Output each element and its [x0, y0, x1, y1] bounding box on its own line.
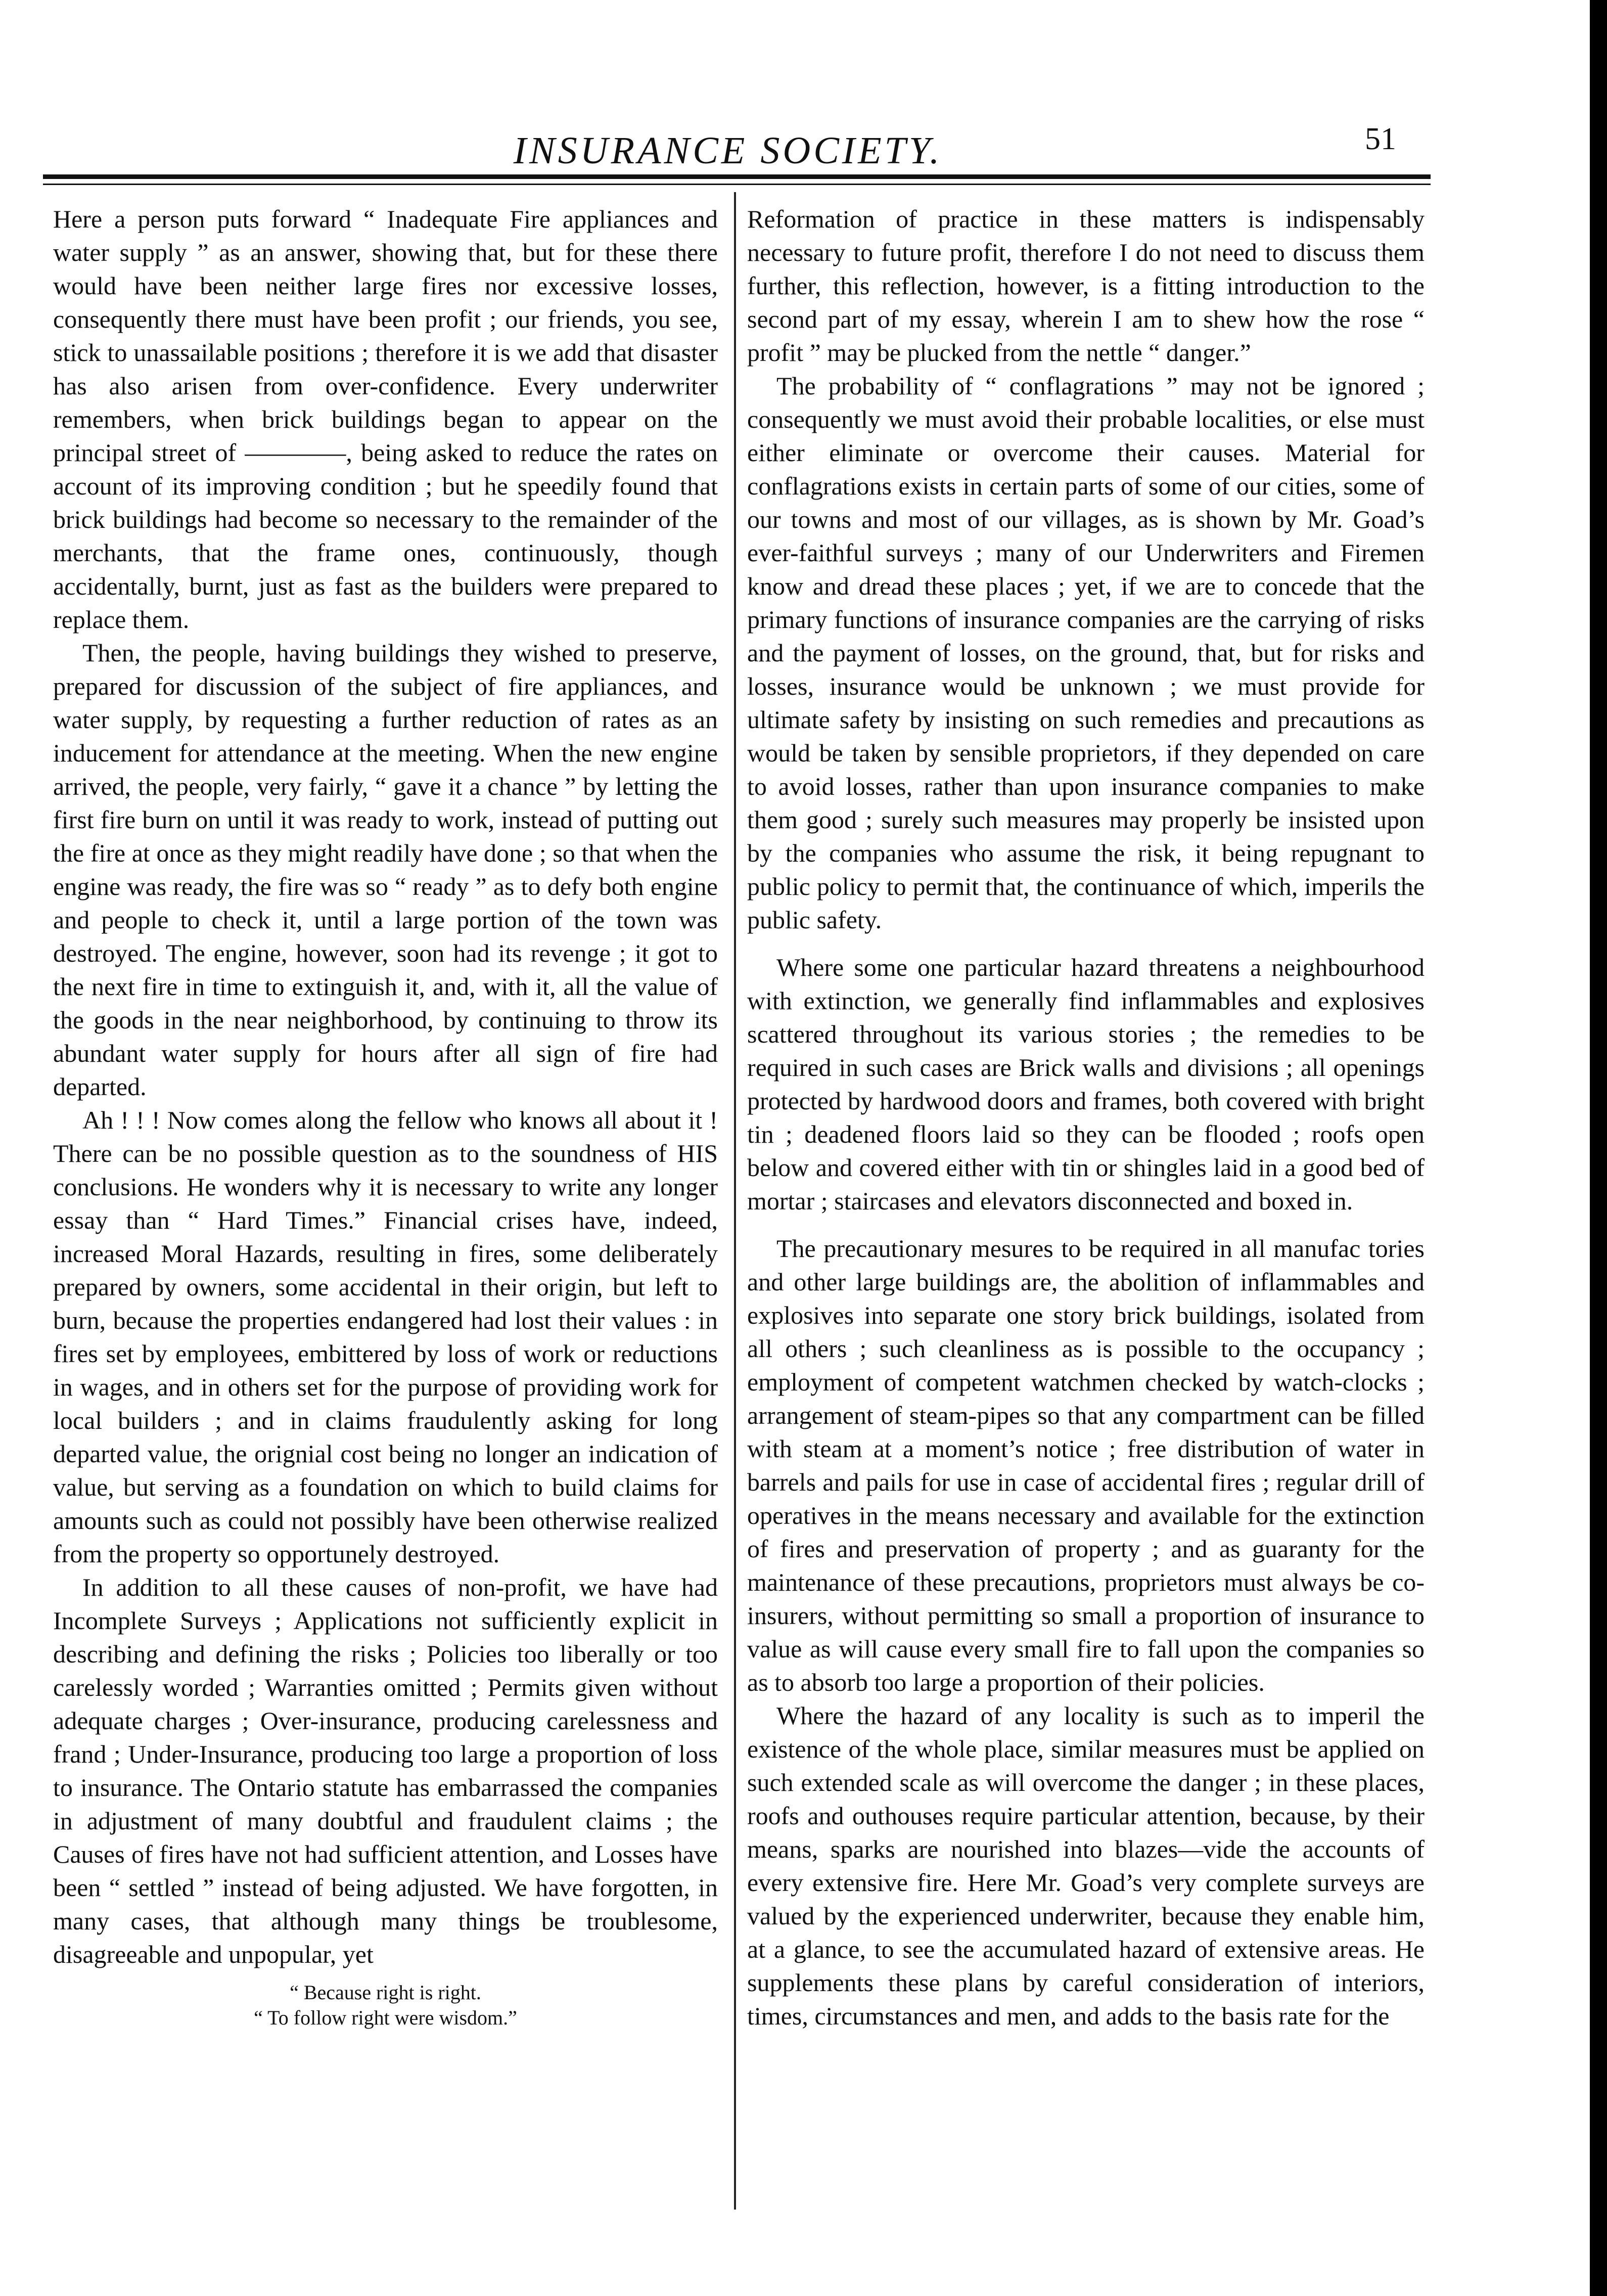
paragraph: Here a person puts forward “ Inadequate Fire appliances and water supply ” as an answer, showing that, but for these there would have been neither large fires nor excessive losses, consequently there must have been profit ; our friends, you see, stick to unassailable positions ; therefore it is we add that disaster has also arisen from over-confidence. Every underwriter remembers, when brick buildings began to appear on the principal street of ————, being asked to reduce the rates on account of its improving condition ; but he speedily found that brick buildings had become so necessary to the remainder of the merchants, that the frame ones, continuously, though accidentally, burnt, just as fast as the builders were prepared to replace them. — [53, 205, 718, 634]
paragraph: The probability of “ conflagrations ” may not be ignored ; consequently we must avoid their probable localities, or else must either eliminate or overcome their causes. Material for conflagrations exists in certain parts of some of our cities, some of our towns and most of our villages, as is shown by Mr. Goad’s ever-faithful surveys ; many of our Underwriters and Firemen know and dread these places ; yet, if we are to concede that the primary functions of insurance companies are the carrying of risks and the payment of losses, on the ground, that, but for risks and losses, insurance would be unknown ; we must provide for ultimate safety by insisting on such remedies and precautions as would be taken by sensible proprietors, if they depended on care to avoid losses, rather than upon insurance companies to make them good ; surely such measures may properly be insisted upon by the companies who assume the risk, it being repugnant to public policy to permit that, the continuance of which, imperils the public safety. — [747, 372, 1425, 934]
scan-edge — [1590, 0, 1607, 2296]
paragraph: Where some one particular hazard threatens a neighbourhood with extinction, we generally find inflammables and explosives scattered throughout its various stories ; the remedies to be required in such cases are Brick walls and divisions ; all openings protected by hardwood doors and frames, both covered with bright tin ; deadened floors laid so they can be flooded ; roofs open below and covered either with tin or shingles laid in a good bed of mortar ; staircases and elevators disconnected and boxed in. — [747, 953, 1425, 1215]
paragraph: Then, the people, having buildings they wished to preserve, prepared for discussion of the subject of fire appliances, and water supply, by requesting a further reduction of rates as an inducement for attendance at the meeting. When the new engine arrived, the people, very fairly, “ gave it a chance ” by letting the first fire burn on until it was ready to work, instead of putting out the fire at once as they might readily have done ; so that when the engine was ready, the fire was so “ ready ” as to defy both engine and people to check it, until a large portion of the town was destroyed. The engine, however, soon had its revenge ; it got to the next fire in time to extinguish it, and, with it, all the value of the goods in the near neighborhood, by continuing to throw its abundant water supply for hours after all sign of fire had departed. — [53, 639, 718, 1101]
paragraph: In addition to all these causes of non-profit, we have had Incomplete Surveys ; Applications not sufficiently explicit in describing and defining the risks ; Policies too liberally or too carelessly worded ; Warranties omitted ; Permits given without adequate charges ; Over-insurance, producing carelessness and frand ; Under-Insurance, producing too large a proportion of loss to insurance. The Ontario statute has embarrassed the companies in adjustment of many doubtful and fraudulent claims ; the Causes of fires have not had sufficient attention, and Losses have been “ settled ” instead of being adjusted. We have forgotten, in many cases, that although many things be troublesome, disagreeable and unpopular, yet — [53, 1573, 718, 1968]
column-divider — [734, 192, 736, 2210]
paragraph: Reformation of practice in these matters is indispensably necessary to future profit, therefore I do not need to discuss them further, this reflection, however, is a fitting introduction to the second part of my essay, wherein I am to shew how the rose “ profit ” may be plucked from the nettle “ danger.” — [747, 205, 1425, 367]
paragraph: Ah ! ! ! Now comes along the fellow who knows all about it ! There can be no possible question as to the soundness of HIS conclusions. He wonders why it is necessary to write any longer essay than “ Hard Times.” Financial crises have, indeed, increased Moral Hazards, resulting in fires, some deliberately prepared by owners, some accidental in their origin, but left to burn, because the properties endangered had lost their values : in fires set by employees, embittered by loss of work or reductions in wages, and in others set for the purpose of providing work for local builders ; and in claims fraudulently asking for long departed value, the orignial cost being no longer an indication of value, but serving as a foundation on which to build claims for amounts such as could not possibly have been otherwise realized from the property so opportunely destroyed. — [53, 1106, 718, 1568]
header-rule-thin — [43, 184, 1431, 185]
paragraph: Where the hazard of any locality is such as to imperil the existence of the whole place, similar measures must be applied on such extended scale as will overcome the danger ; in these places, roofs and outhouses require particular attention, because, by their means, sparks are nourished into blazes—vide the accounts of every extensive fire. Here Mr. Goad’s very complete surveys are valued by the experienced underwriter, because they enable him, at a glance, to see the accumulated hazard of extensive areas. He supplements these plans by careful consideration of interiors, times, circumstances and men, and adds to the basis rate for the — [747, 1701, 1425, 2030]
header-rule-thick — [43, 174, 1431, 179]
paragraph: The precautionary mesures to be required in all manufac tories and other large buildings are, the abolition of inflammables and explosives into separate one story brick buildings, isolated from all others ; such cleanliness as is possible to the occupancy ; employment of competent watchmen checked by watch-clocks ; arrangement of steam-pipes so that any compartment can be filled with steam at a moment’s notice ; free distribution of water in barrels and pails for use in case of accidental fires ; regular drill of operatives in the means necessary and available for the extinction of fires and preservation of property ; and as guaranty for the maintenance of these precautions, proprietors must always be co-insurers, without permitting so small a proportion of insurance to value as will cause every small fire to fall upon the companies so as to absorb too large a proportion of their policies. — [747, 1234, 1425, 1696]
quote-line: “ Because right is right. — [290, 1981, 481, 2004]
left-column — [53, 202, 718, 2031]
page-number: 51 — [1365, 122, 1396, 156]
verse-quote — [53, 1980, 718, 2031]
quote-line: “ To follow right were wisdom.” — [254, 2006, 517, 2029]
right-column — [747, 202, 1425, 2033]
running-header-title: INSURANCE SOCIETY. — [513, 129, 943, 172]
